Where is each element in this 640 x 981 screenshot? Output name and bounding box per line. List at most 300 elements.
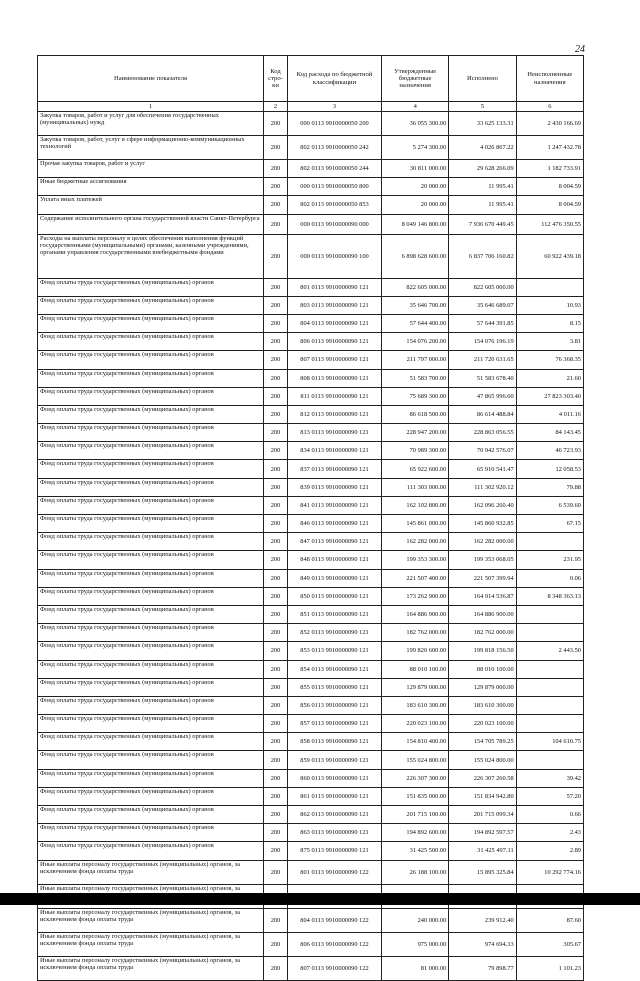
table-row	[38, 733, 584, 751]
row-executed: 164 914 536.87	[449, 587, 516, 605]
row-classification: 812 0113 9910000090 121	[288, 405, 382, 423]
row-classification: 811 0113 9910000090 121	[288, 387, 382, 405]
row-executed: 70 942 576.07	[449, 442, 516, 460]
column-index: 3	[288, 102, 382, 112]
row-code: 200	[264, 605, 288, 623]
row-classification: 875 0113 9910000090 121	[288, 842, 382, 860]
row-executed: 183 610 300.00	[449, 696, 516, 714]
row-approved: 194 892 600.00	[382, 824, 449, 842]
row-name: Фонд оплаты труда государственных (муниципальных) органов	[38, 478, 264, 496]
table-row	[38, 515, 584, 533]
row-code: 200	[264, 333, 288, 351]
row-name: Иные выплаты персоналу государственных (муниципальных) органов, за исключением фонда оплаты труда	[38, 932, 264, 956]
row-classification: 808 0113 9910000090 121	[288, 369, 382, 387]
row-approved: 164 886 900.00	[382, 605, 449, 623]
table-row	[38, 351, 584, 369]
column-index: 6	[516, 102, 583, 112]
row-code: 200	[264, 387, 288, 405]
row-classification: 834 0113 9910000090 121	[288, 442, 382, 460]
row-name: Фонд оплаты труда государственных (муниципальных) органов	[38, 387, 264, 405]
row-unexecuted: 57.20	[516, 787, 583, 805]
row-code: 200	[264, 751, 288, 769]
table-row	[38, 496, 584, 514]
row-executed: 15 895 325.84	[449, 860, 516, 884]
row-name: Фонд оплаты труда государственных (муниципальных) органов	[38, 678, 264, 696]
row-code: 200	[264, 842, 288, 860]
row-unexecuted: 12 058.53	[516, 460, 583, 478]
row-approved: 20 000.00	[382, 178, 449, 196]
table-row	[38, 642, 584, 660]
table-row	[38, 932, 584, 956]
row-approved: 975 000.00	[382, 932, 449, 956]
table-row	[38, 333, 584, 351]
row-code: 200	[264, 234, 288, 278]
row-executed: 199 353 068.05	[449, 551, 516, 569]
row-classification: 802 0113 9910000050 853	[288, 196, 382, 214]
row-executed: 201 715 099.34	[449, 806, 516, 824]
column-index: 1	[38, 102, 264, 112]
row-approved: 30 811 000.00	[382, 160, 449, 178]
row-approved: 226 307 300.00	[382, 769, 449, 787]
row-unexecuted: 4 011.16	[516, 405, 583, 423]
table-row	[38, 842, 584, 860]
table-row	[38, 587, 584, 605]
row-approved: 75 689 300.00	[382, 387, 449, 405]
row-executed: 111 302 920.12	[449, 478, 516, 496]
table-row	[38, 369, 584, 387]
table-row	[38, 442, 584, 460]
row-unexecuted: 8 004.59	[516, 178, 583, 196]
row-unexecuted: 104 610.75	[516, 733, 583, 751]
row-approved: 240 000.00	[382, 908, 449, 932]
row-name: Фонд оплаты труда государственных (муниципальных) органов	[38, 496, 264, 514]
row-classification: 848 0113 9910000090 121	[288, 551, 382, 569]
row-code: 200	[264, 587, 288, 605]
row-code: 200	[264, 569, 288, 587]
row-classification: 000 0113 9910000050 200	[288, 112, 382, 136]
table-row	[38, 624, 584, 642]
table-row	[38, 296, 584, 314]
row-name: Расходы на выплаты персоналу в целях обеспечения выполнения функций государственными (муниципальными) органами, казенными учреждениями, органами управления государственными внебюджетными фондами	[38, 234, 264, 278]
row-unexecuted	[516, 751, 583, 769]
row-code: 200	[264, 314, 288, 332]
row-name: Фонд оплаты труда государственных (муниципальных) органов	[38, 369, 264, 387]
row-classification: 837 0113 9910000090 121	[288, 460, 382, 478]
row-unexecuted	[516, 278, 583, 296]
row-approved: 221 507 400.00	[382, 569, 449, 587]
row-name: Закупка товаров, работ, услуг в сфере информационно-коммуникационных технологий	[38, 136, 264, 160]
row-executed: 129 879 000.00	[449, 678, 516, 696]
row-name: Прочая закупка товаров, работ и услуг	[38, 160, 264, 178]
row-executed: 199 818 156.50	[449, 642, 516, 660]
table-row	[38, 214, 584, 234]
row-name: Фонд оплаты труда государственных (муниципальных) органов	[38, 460, 264, 478]
row-unexecuted	[516, 624, 583, 642]
row-unexecuted: 8.15	[516, 314, 583, 332]
row-name: Фонд оплаты труда государственных (муниципальных) органов	[38, 314, 264, 332]
row-classification: 850 0113 9910000090 121	[288, 587, 382, 605]
row-classification: 862 0113 9910000090 121	[288, 806, 382, 824]
table-row	[38, 860, 584, 884]
row-name: Фонд оплаты труда государственных (муниципальных) органов	[38, 333, 264, 351]
row-code: 200	[264, 160, 288, 178]
row-name: Фонд оплаты труда государственных (муниципальных) органов	[38, 351, 264, 369]
row-unexecuted	[516, 696, 583, 714]
column-index: 5	[449, 102, 516, 112]
row-classification: 839 0113 9910000090 121	[288, 478, 382, 496]
row-classification: 000 0113 9910000090 100	[288, 234, 382, 278]
row-approved: 822 605 000.00	[382, 278, 449, 296]
row-executed: 154 705 789.25	[449, 733, 516, 751]
row-classification: 857 0113 9910000090 121	[288, 715, 382, 733]
row-classification: 806 0113 9910000090 121	[288, 333, 382, 351]
column-index: 2	[264, 102, 288, 112]
row-name: Иные выплаты персоналу государственных (муниципальных) органов, за исключением фонда оплаты труда	[38, 860, 264, 884]
row-approved: 81 000.00	[382, 956, 449, 980]
row-unexecuted: 46 723.93	[516, 442, 583, 460]
row-approved: 220 023 100.00	[382, 715, 449, 733]
row-classification: 813 0113 9910000090 121	[288, 424, 382, 442]
row-name: Фонд оплаты труда государственных (муниципальных) органов	[38, 715, 264, 733]
table-row	[38, 424, 584, 442]
header-name: Наименование показателя	[38, 56, 264, 102]
row-unexecuted: 3.81	[516, 333, 583, 351]
scan-border	[0, 893, 640, 905]
table-row	[38, 112, 584, 136]
row-classification: 859 0113 9910000090 121	[288, 751, 382, 769]
row-name: Иные бюджетные ассигнования	[38, 178, 264, 196]
table-row	[38, 605, 584, 623]
row-classification: 801 0113 9910000090 122	[288, 860, 382, 884]
row-executed: 226 307 260.58	[449, 769, 516, 787]
row-unexecuted: 2 430 166.69	[516, 112, 583, 136]
row-unexecuted: 112 476 350.55	[516, 214, 583, 234]
row-unexecuted: 84 143.45	[516, 424, 583, 442]
row-unexecuted: 2 443.50	[516, 642, 583, 660]
row-executed: 88 010 100.00	[449, 660, 516, 678]
row-code: 200	[264, 478, 288, 496]
row-name: Фонд оплаты труда государственных (муниципальных) органов	[38, 587, 264, 605]
row-code: 200	[264, 405, 288, 423]
row-name: Фонд оплаты труда государственных (муниципальных) органов	[38, 806, 264, 824]
row-code: 200	[264, 551, 288, 569]
row-executed: 822 605 000.00	[449, 278, 516, 296]
row-classification: 802 0113 9910000050 242	[288, 136, 382, 160]
row-approved: 26 188 100.00	[382, 860, 449, 884]
row-code: 200	[264, 660, 288, 678]
row-unexecuted: 1 247 432.78	[516, 136, 583, 160]
column-index: 4	[382, 102, 449, 112]
row-approved: 111 303 000.00	[382, 478, 449, 496]
row-approved: 182 762 000.00	[382, 624, 449, 642]
row-unexecuted	[516, 715, 583, 733]
row-executed: 164 886 900.00	[449, 605, 516, 623]
row-code: 200	[264, 214, 288, 234]
row-name: Фонд оплаты труда государственных (муниципальных) органов	[38, 278, 264, 296]
row-executed: 79 898.77	[449, 956, 516, 980]
table-row	[38, 660, 584, 678]
row-code: 200	[264, 715, 288, 733]
row-classification: 841 0113 9910000090 121	[288, 496, 382, 514]
row-approved: 155 024 800.00	[382, 751, 449, 769]
row-name: Фонд оплаты труда государственных (муниципальных) органов	[38, 696, 264, 714]
row-name: Фонд оплаты труда государственных (муниципальных) органов	[38, 751, 264, 769]
table-row	[38, 234, 584, 278]
row-unexecuted: 60 922 439.18	[516, 234, 583, 278]
row-unexecuted: 39.42	[516, 769, 583, 787]
row-classification: 849 0113 9910000090 121	[288, 569, 382, 587]
row-unexecuted: 10.93	[516, 296, 583, 314]
row-classification: 803 0113 9910000090 121	[288, 296, 382, 314]
row-unexecuted: 6 539.60	[516, 496, 583, 514]
table-row	[38, 824, 584, 842]
row-code: 200	[264, 642, 288, 660]
row-code: 200	[264, 533, 288, 551]
row-approved: 201 715 100.00	[382, 806, 449, 824]
row-code: 200	[264, 296, 288, 314]
row-classification: 852 0113 9910000090 121	[288, 624, 382, 642]
row-code: 200	[264, 733, 288, 751]
row-executed: 4 026 867.22	[449, 136, 516, 160]
row-approved: 183 610 300.00	[382, 696, 449, 714]
table-row	[38, 569, 584, 587]
table-row	[38, 533, 584, 551]
row-executed: 155 024 800.00	[449, 751, 516, 769]
row-unexecuted: 8 348 363.13	[516, 587, 583, 605]
row-name: Содержание исполнительного органа государственной власти Санкт-Петербурга	[38, 214, 264, 234]
row-code: 200	[264, 769, 288, 787]
row-executed: 57 644 391.85	[449, 314, 516, 332]
row-executed: 29 628 266.09	[449, 160, 516, 178]
row-unexecuted: 76 368.35	[516, 351, 583, 369]
row-classification: 807 0113 9910000090 121	[288, 351, 382, 369]
row-unexecuted: 0.66	[516, 806, 583, 824]
row-approved: 35 646 700.00	[382, 296, 449, 314]
row-code: 200	[264, 956, 288, 980]
row-name: Фонд оплаты труда государственных (муниципальных) органов	[38, 842, 264, 860]
row-name: Фонд оплаты труда государственных (муниципальных) органов	[38, 551, 264, 569]
row-approved: 65 922 600.00	[382, 460, 449, 478]
row-executed: 65 910 541.47	[449, 460, 516, 478]
row-executed: 154 076 196.19	[449, 333, 516, 351]
row-classification: 807 0113 9910000090 122	[288, 956, 382, 980]
row-classification: 855 0113 9910000090 121	[288, 678, 382, 696]
row-executed: 162 282 000.00	[449, 533, 516, 551]
row-name: Фонд оплаты труда государственных (муниципальных) органов	[38, 605, 264, 623]
table-row	[38, 405, 584, 423]
row-classification: 854 0113 9910000090 121	[288, 660, 382, 678]
row-executed: 47 865 996.60	[449, 387, 516, 405]
row-executed: 220 023 100.00	[449, 715, 516, 733]
row-classification: 802 0113 9910000050 244	[288, 160, 382, 178]
row-classification: 000 0113 9910000050 800	[288, 178, 382, 196]
row-name: Фонд оплаты труда государственных (муниципальных) органов	[38, 824, 264, 842]
table-row	[38, 678, 584, 696]
row-unexecuted: 87.60	[516, 908, 583, 932]
row-approved: 162 102 800.00	[382, 496, 449, 514]
table-row	[38, 196, 584, 214]
table-row	[38, 908, 584, 932]
row-unexecuted: 21.60	[516, 369, 583, 387]
table-row	[38, 278, 584, 296]
row-name: Фонд оплаты труда государственных (муниципальных) органов	[38, 405, 264, 423]
row-executed: 31 425 497.11	[449, 842, 516, 860]
row-executed: 6 837 706 160.82	[449, 234, 516, 278]
row-approved: 145 861 000.00	[382, 515, 449, 533]
table-row	[38, 956, 584, 980]
row-name: Фонд оплаты труда государственных (муниципальных) органов	[38, 442, 264, 460]
row-classification: 861 0113 9910000090 121	[288, 787, 382, 805]
row-classification: 804 0113 9910000090 121	[288, 314, 382, 332]
row-code: 200	[264, 460, 288, 478]
row-name: Уплата иных платежей	[38, 196, 264, 214]
row-classification: 856 0113 9910000090 121	[288, 696, 382, 714]
row-classification: 847 0113 9910000090 121	[288, 533, 382, 551]
table-row	[38, 769, 584, 787]
page-number: 24	[575, 44, 585, 55]
row-name: Иные выплаты персоналу государственных (муниципальных) органов, за	[38, 884, 264, 908]
row-code: 200	[264, 278, 288, 296]
row-approved: 154 810 400.00	[382, 733, 449, 751]
row-approved: 211 797 000.00	[382, 351, 449, 369]
row-name: Фонд оплаты труда государственных (муниципальных) органов	[38, 642, 264, 660]
row-code: 200	[264, 112, 288, 136]
row-executed: 51 583 678.40	[449, 369, 516, 387]
table-header-row	[38, 56, 584, 102]
row-code: 200	[264, 860, 288, 884]
row-code: 200	[264, 424, 288, 442]
row-executed: 145 860 932.85	[449, 515, 516, 533]
row-name: Фонд оплаты труда государственных (муниципальных) органов	[38, 769, 264, 787]
row-code: 200	[264, 442, 288, 460]
row-code: 200	[264, 908, 288, 932]
row-name: Иные выплаты персоналу государственных (муниципальных) органов, за исключением фонда оплаты труда	[38, 956, 264, 980]
row-code: 200	[264, 136, 288, 160]
header-code: Код стро-ки	[264, 56, 288, 102]
row-approved: 20 000.00	[382, 196, 449, 214]
row-code: 200	[264, 624, 288, 642]
table-row	[38, 314, 584, 332]
row-unexecuted: 27 823 303.40	[516, 387, 583, 405]
header-class: Код расхода по бюджетной классификации	[288, 56, 382, 102]
row-unexecuted: 10 292 774.16	[516, 860, 583, 884]
row-approved: 57 644 400.00	[382, 314, 449, 332]
column-index-row	[38, 102, 584, 112]
row-approved: 162 282 000.00	[382, 533, 449, 551]
row-unexecuted	[516, 533, 583, 551]
row-name: Фонд оплаты труда государственных (муниципальных) органов	[38, 533, 264, 551]
row-executed: 7 936 670 449.45	[449, 214, 516, 234]
row-name: Фонд оплаты труда государственных (муниципальных) органов	[38, 569, 264, 587]
row-code: 200	[264, 678, 288, 696]
row-classification: 000 0113 9910000090 000	[288, 214, 382, 234]
row-code: 200	[264, 196, 288, 214]
row-code: 200	[264, 806, 288, 824]
row-name: Фонд оплаты труда государственных (муниципальных) органов	[38, 787, 264, 805]
row-approved: 173 262 900.00	[382, 587, 449, 605]
row-unexecuted: 305.67	[516, 932, 583, 956]
table-row	[38, 136, 584, 160]
row-classification: 801 0113 9910000090 121	[288, 278, 382, 296]
row-name: Фонд оплаты труда государственных (муниципальных) органов	[38, 515, 264, 533]
row-unexecuted: 2.89	[516, 842, 583, 860]
row-classification: 863 0113 9910000090 121	[288, 824, 382, 842]
row-executed: 151 834 942.80	[449, 787, 516, 805]
row-unexecuted	[516, 605, 583, 623]
row-name: Фонд оплаты труда государственных (муниципальных) органов	[38, 660, 264, 678]
row-code: 200	[264, 787, 288, 805]
row-executed: 228 863 056.55	[449, 424, 516, 442]
row-unexecuted: 1 182 733.91	[516, 160, 583, 178]
row-executed: 211 720 631.65	[449, 351, 516, 369]
row-approved: 36 055 300.00	[382, 112, 449, 136]
row-unexecuted: 67.15	[516, 515, 583, 533]
row-executed: 162 096 260.40	[449, 496, 516, 514]
row-code: 200	[264, 178, 288, 196]
row-classification: 853 0113 9910000090 121	[288, 642, 382, 660]
row-executed: 86 614 488.84	[449, 405, 516, 423]
row-unexecuted	[516, 660, 583, 678]
row-classification: 806 0113 9910000090 122	[288, 932, 382, 956]
table-row	[38, 551, 584, 569]
row-approved: 5 274 300.00	[382, 136, 449, 160]
header-approved: Утвержденные бюджетные назначения	[382, 56, 449, 102]
row-unexecuted: 1 101.23	[516, 956, 583, 980]
row-code: 200	[264, 696, 288, 714]
header-unexecuted: Неисполненные назначения	[516, 56, 583, 102]
row-approved: 86 618 500.00	[382, 405, 449, 423]
row-unexecuted: 0.06	[516, 569, 583, 587]
row-code: 200	[264, 515, 288, 533]
row-approved: 88 010 100.00	[382, 660, 449, 678]
row-name: Фонд оплаты труда государственных (муниципальных) органов	[38, 296, 264, 314]
row-name: Иные выплаты персоналу государственных (муниципальных) органов, за исключением фонда оплаты труда	[38, 908, 264, 932]
table-row	[38, 751, 584, 769]
row-approved: 6 898 628 600.00	[382, 234, 449, 278]
row-executed: 221 507 399.94	[449, 569, 516, 587]
row-name: Фонд оплаты труда государственных (муниципальных) органов	[38, 733, 264, 751]
row-unexecuted	[516, 678, 583, 696]
row-approved: 8 049 146 800.00	[382, 214, 449, 234]
table-row	[38, 696, 584, 714]
row-executed: 974 694.33	[449, 932, 516, 956]
row-approved: 199 353 300.00	[382, 551, 449, 569]
row-name: Фонд оплаты труда государственных (муниципальных) органов	[38, 424, 264, 442]
row-unexecuted: 8 004.59	[516, 196, 583, 214]
row-unexecuted: 2.43	[516, 824, 583, 842]
table-row	[38, 160, 584, 178]
row-approved: 199 820 600.00	[382, 642, 449, 660]
table-row	[38, 478, 584, 496]
table-row	[38, 387, 584, 405]
header-executed: Исполнено	[449, 56, 516, 102]
row-unexecuted: 79.88	[516, 478, 583, 496]
row-code: 200	[264, 351, 288, 369]
table-row	[38, 460, 584, 478]
row-executed: 11 995.41	[449, 178, 516, 196]
row-executed: 33 625 133.31	[449, 112, 516, 136]
row-approved: 154 076 200.00	[382, 333, 449, 351]
row-executed: 182 762 000.00	[449, 624, 516, 642]
table-row	[38, 715, 584, 733]
row-approved: 51 583 700.00	[382, 369, 449, 387]
row-classification: 851 0113 9910000090 121	[288, 605, 382, 623]
row-classification: 846 0113 9910000090 121	[288, 515, 382, 533]
row-name: Закупка товаров, работ и услуг для обеспечения государственных (муниципальных) нужд	[38, 112, 264, 136]
row-executed: 35 646 689.07	[449, 296, 516, 314]
row-classification: 860 0113 9910000090 121	[288, 769, 382, 787]
row-code: 200	[264, 824, 288, 842]
